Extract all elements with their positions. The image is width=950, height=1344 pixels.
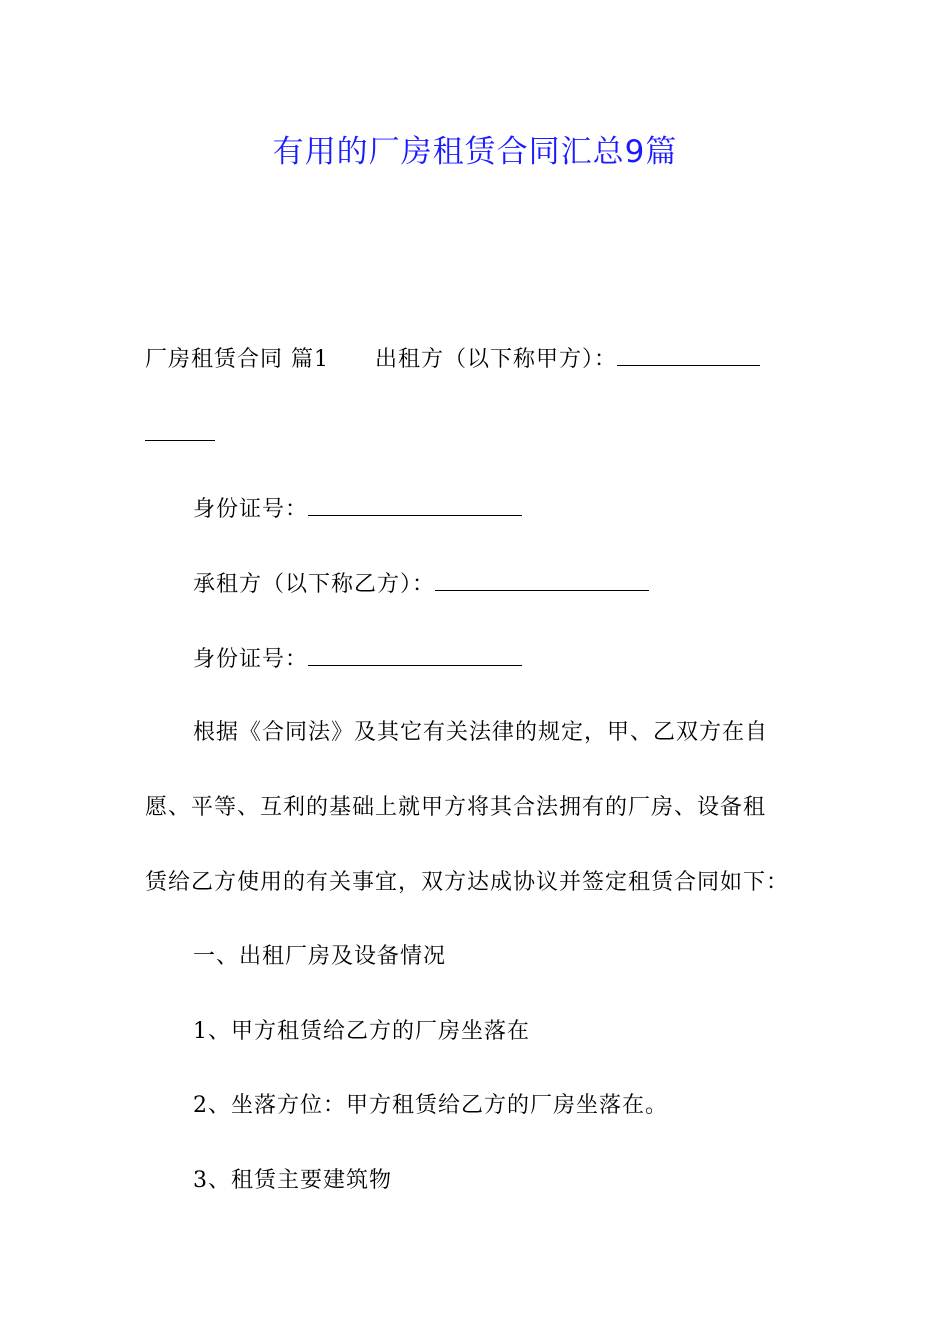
lessee-id-line — [193, 643, 522, 676]
clause-item-3: 3、租赁主要建筑物 — [193, 1168, 392, 1193]
lessee-id-label: 身份证号： — [193, 647, 309, 672]
intro-paragraph-line-2: 愿、平等、互利的基础上就甲方将其合法拥有的厂房、设备租 — [145, 795, 767, 820]
lessor-label: 出租方（以下称甲方）： — [375, 347, 618, 372]
intro-paragraph-line-1: 根据《合同法》及其它有关法律的规定，甲、乙双方在自 — [193, 720, 769, 745]
contract-heading-line — [145, 343, 760, 376]
contract-part-heading: 厂房租赁合同 篇1 — [145, 347, 329, 372]
lessor-name-blank-continued — [145, 418, 215, 441]
lessee-name-blank — [435, 568, 649, 591]
lessee-label: 承租方（以下称乙方）： — [193, 572, 436, 597]
clause-item-1: 1、甲方租赁给乙方的厂房坐落在 — [193, 1019, 530, 1044]
lessor-id-line — [193, 493, 522, 526]
lessor-id-label: 身份证号： — [193, 497, 309, 522]
document-title: 有用的厂房租赁合同汇总9篇 — [272, 134, 678, 170]
lessor-id-blank — [308, 493, 522, 516]
intro-paragraph-line-3: 赁给乙方使用的有关事宜，双方达成协议并签定租赁合同如下： — [145, 870, 790, 895]
lessee-id-blank — [308, 643, 522, 666]
clause-item-2: 2、坐落方位：甲方租赁给乙方的厂房坐落在。 — [193, 1093, 668, 1118]
lessee-line — [193, 568, 649, 601]
lessor-name-blank — [617, 343, 760, 366]
lessor-blank-continued-line — [145, 418, 215, 451]
section-heading-1: 一、出租厂房及设备情况 — [193, 944, 447, 969]
